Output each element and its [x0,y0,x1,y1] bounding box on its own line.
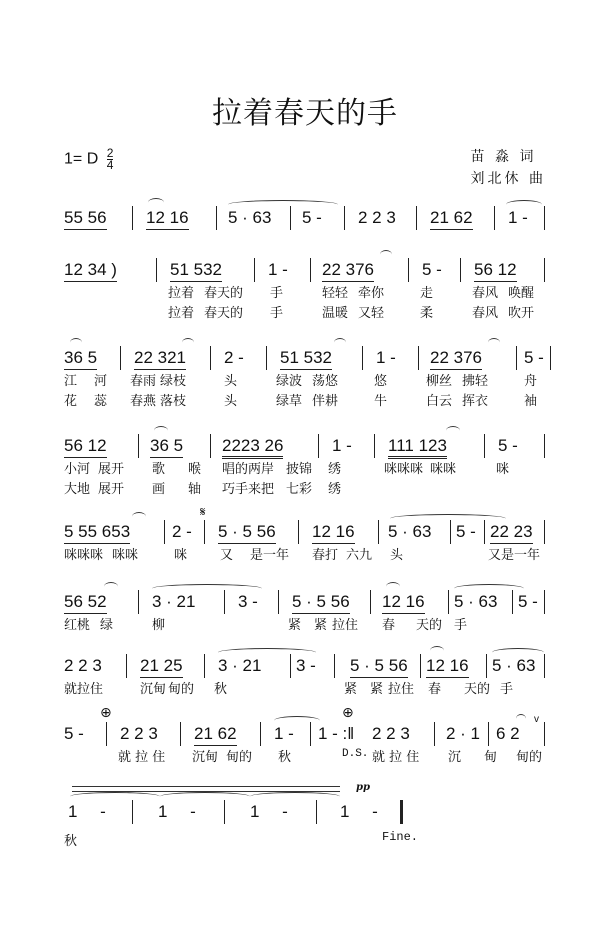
notes-group: 1 - [274,724,294,743]
time-signature: $\frac{2}{4}$ [106,146,114,172]
lyrics-verse-1: 就拉住 沉甸 甸的 秋 紧 紧 拉住 春 天的 手 [64,682,514,697]
slur [132,512,146,521]
barline [180,722,181,746]
barline [544,654,545,678]
breath-mark-icon: v [534,714,539,725]
fermata [516,714,526,723]
notes-group: 5 - [518,592,538,611]
notes-group: 2 2 3 [120,724,158,743]
barline [290,206,291,230]
notes-group: 1 - [250,802,288,821]
slur [148,198,164,207]
barline [374,434,375,458]
slur [446,426,460,435]
barline [210,346,211,370]
barline [488,722,489,746]
system-9 [64,782,544,850]
barline [204,520,205,544]
notes-group: 22 376 [322,260,374,282]
barline [210,434,211,458]
lyrics-verse-1: 拉着 春天的 手 轻轻 牵你 走 春风 唤醒 [168,286,535,301]
notes-group: 2 - [172,522,192,541]
final-barline [400,800,403,824]
notes-group: 1 - [340,802,378,821]
lyrics-verse-1: 咪咪咪 咪咪 咪 又 是一年 春打 六九 头 又是 一年 [64,548,541,563]
notes-group: 55 56 [64,208,107,230]
slur [104,582,118,591]
notes-group: 5 55 653 [64,522,130,544]
notes-group: 21 62 [194,724,237,746]
slur [386,582,400,591]
notes-group: 3 - [296,656,316,675]
notes-group: 22 376 [430,348,482,370]
system-4 [64,434,544,498]
lyricist: 苗 淼 词 [470,149,537,165]
barline [484,434,485,458]
slur [182,338,194,347]
notes-group: 21 62 [430,208,473,230]
barline [420,654,421,678]
barline [418,346,419,370]
tie [492,648,544,657]
notes-group: 51 532 [280,348,332,370]
notes-group: 3 - [238,592,258,611]
barline [224,800,225,824]
barline [132,206,133,230]
barline [318,434,319,458]
credits [471,146,546,190]
barline [138,434,139,458]
notes-row [64,258,544,282]
notes-group: 12 16 [382,592,425,614]
notes-group: 5 - [302,208,322,227]
barline [156,258,157,282]
coda-icon: ⊕ [342,704,354,720]
barline [260,722,261,746]
barline [416,206,417,230]
barline [512,590,513,614]
notes-group: 56 12 [64,436,107,458]
notes-group: 1 - [376,348,396,367]
notes-group: 56 12 [474,260,517,282]
barline [224,590,225,614]
notes-group: 12 16 [312,522,355,544]
notes-row [64,800,544,824]
notes-group: 1 - [268,260,288,279]
barline [266,346,267,370]
slur [488,338,500,347]
notes-group: 3 · 21 [218,656,262,675]
barline [106,722,107,746]
barline [486,654,487,678]
segno-icon: 𝄋 [200,504,206,519]
notes-group: 1 - [68,802,106,821]
slur [380,250,392,259]
barline [334,654,335,678]
notes-group: 2 2 3 [358,208,396,227]
notes-group: 1 - [158,802,196,821]
barline [362,346,363,370]
tie [506,200,542,209]
notes-group: 5 · 63 [388,522,432,541]
notes-group: 5 · 5 56 [218,522,276,544]
barline [448,590,449,614]
key-signature [64,148,113,171]
lyrics-verse-2: 大地 展开 画 轴 巧手来把 七彩 绣 [64,482,342,497]
notes-group: 56 52 [64,592,107,614]
notes-group: 2 2 3 [372,724,410,743]
notes-row [64,504,544,544]
notes-row [64,590,544,614]
notes-row [64,654,544,678]
lyrics-verse-2: 拉着 春天的 手 温暖 又轻 柔 春风 吹开 [168,306,535,321]
notes-group: 5 - [422,260,442,279]
slur [154,426,168,435]
notes-group: 2 2 3 [64,656,102,675]
barline [494,206,495,230]
notes-group: 22 23 [490,522,533,544]
notes-group: 51 532 [170,260,222,282]
notes-row [64,346,544,370]
system-2 [64,258,544,322]
lyrics-verse-1: 小河 展开 歌 喉 唱的两岸 披锦 绣 咪咪咪 咪咪 咪 [64,462,510,477]
notes-group: 12 34 ) [64,260,117,282]
barline [120,346,121,370]
system-3 [64,346,544,410]
notes-group: 6 2 [496,724,520,743]
notes-group: 5 · 5 56 [350,656,408,678]
tie [390,514,506,523]
barline [378,520,379,544]
notes-group: 111 123 [388,436,447,459]
dynamic-marking: pp [356,782,370,793]
notes-group: 1 - [508,208,528,227]
song-title: 拉着春天的手 [212,96,398,131]
barline [516,346,517,370]
barline [310,258,311,282]
barline [434,722,435,746]
notes-group: 36 5 [64,348,97,370]
barline [460,258,461,282]
lyrics-verse-1: 就 拉 住 沉甸 甸的 秋 D.S. 就 拉 住 沉 甸 甸的 [118,748,543,765]
slur [334,338,346,347]
coda-icon: ⊕ [100,704,112,720]
notes-group: 1 - [332,436,352,455]
system-8 [64,704,544,766]
barline [310,722,311,746]
lyrics-verse-1: 秋 Fine. [64,830,419,849]
barline [544,434,545,458]
barline [344,206,345,230]
notes-group: 22 321 [134,348,186,370]
barline [216,206,217,230]
barline [550,346,551,370]
notes-row [64,704,544,746]
notes-group: 5 - [524,348,544,367]
system-5 [64,504,544,564]
notes-group: 12 16 [146,208,189,230]
barline [484,520,485,544]
notes-group: 5 - [64,724,84,743]
notes-group: 5 · 5 56 [292,592,350,614]
barline [544,722,545,746]
barline [204,654,205,678]
barline [544,590,545,614]
barline [370,590,371,614]
notes-group: 1 - :‖ [318,724,355,743]
barline [408,258,409,282]
slur [430,646,444,655]
notes-group: 21 25 [140,656,183,678]
system-7 [64,654,544,698]
lyrics-verse-2: 花 蕊 春燕 落枝 头 绿草 伴耕 牛 白云 挥衣 袖 [64,394,538,409]
key-label: 1= D [64,150,99,168]
notes-group: 12 16 [426,656,469,678]
notes-row [64,434,544,458]
barline [126,654,127,678]
notes-group: 2223 26 [222,436,283,459]
notes-group: 5 - [456,522,476,541]
barline [132,800,133,824]
notes-row [64,206,544,230]
barline [544,206,545,230]
notes-group: 5 - [498,436,518,455]
notes-group: 3 · 21 [152,592,196,611]
slur [70,338,82,347]
barline [544,520,545,544]
lyrics-verse-1: 红桃 绿 柳 紧 紧 拉住 春 天的 手 [64,618,468,633]
barline [164,520,165,544]
notes-group: 5 · 63 [492,656,536,675]
composer: 刘北休 曲 [470,171,546,187]
barline [254,258,255,282]
barline [298,520,299,544]
barline [450,520,451,544]
system-6 [64,590,544,634]
barline [290,654,291,678]
tie [274,716,320,725]
notes-group: 5 · 63 [454,592,498,611]
notes-group: 36 5 [150,436,183,458]
notes-group: 5 · 63 [228,208,272,227]
notes-group: 2 · 1 [446,724,481,743]
notes-group: 2 - [224,348,244,367]
lyrics-verse-1: 江 河 春雨 绿枝 头 绿波 荡悠 悠 柳丝 拂轻 舟 [64,374,538,389]
fine-marking: Fine. [382,830,419,844]
barline [138,590,139,614]
barline [544,258,545,282]
barline [278,590,279,614]
tie [454,584,524,593]
system-1 [64,206,544,230]
barline [316,800,317,824]
